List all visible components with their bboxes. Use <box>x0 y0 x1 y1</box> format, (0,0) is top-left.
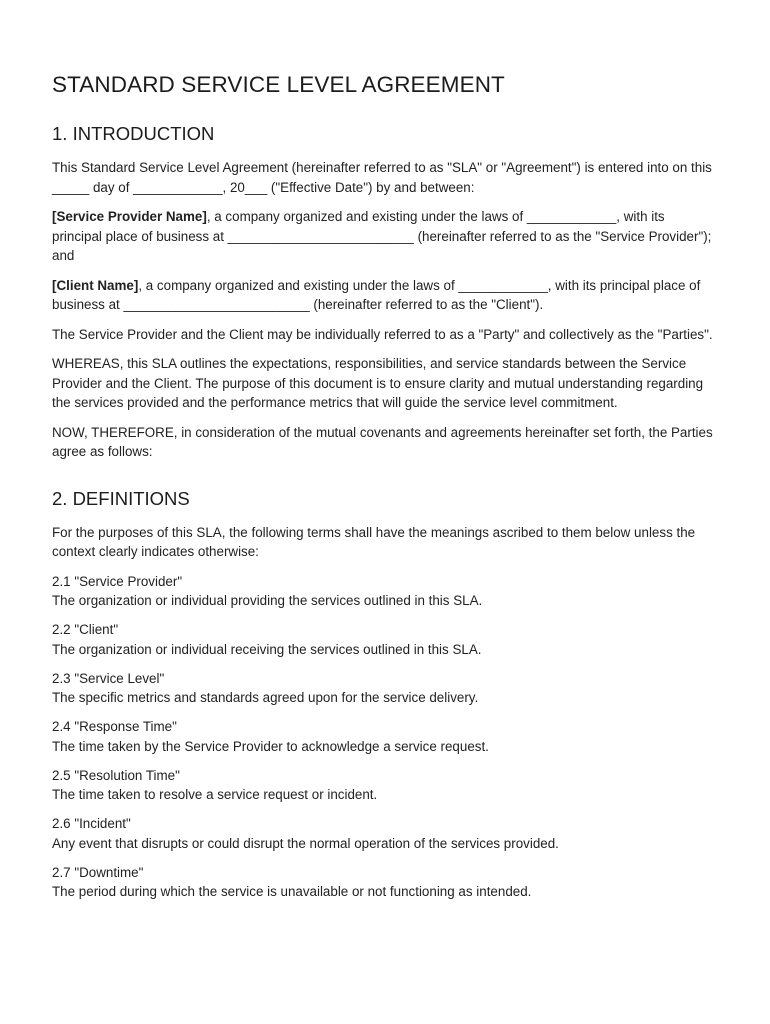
definition-term: 2.3 "Service Level" <box>52 670 165 686</box>
service-provider-paragraph <box>52 207 718 266</box>
definition-term: 2.2 "Client" <box>52 622 119 637</box>
definition-description: Any event that disrupts or could disrupt the normal operation of the services provided. <box>52 835 559 851</box>
whereas-paragraph: WHEREAS, this SLA outlines the expectations, responsibilities, and service standards between the Service Provider and the Client. The purpose of this document is to ensure clarity and mutual understanding regarding the services provided and the performance metrics that will guide the service level commitment. <box>52 356 704 410</box>
definition-description: The organization or individual receiving the services outlined in this SLA. <box>52 641 482 657</box>
definition-term: 2.1 "Service Provider" <box>52 573 183 589</box>
definition-item <box>52 717 718 756</box>
client-paragraph <box>52 276 718 315</box>
service-provider-text: , a company organized and existing under the laws of ____________, with its principal place of business at _________________________ (hereinafter referred to as the "Service Provider"); and <box>52 209 712 263</box>
definition-description: The specific metrics and standards agreed upon for the service delivery. <box>52 690 479 705</box>
definition-item <box>52 814 718 853</box>
client-name: [Client Name] <box>52 277 139 293</box>
intro-paragraph: This Standard Service Level Agreement (hereinafter referred to as "SLA" or "Agreement") is entered into on this _____ day of ____________, 20___ ("Effective Date") by and between: <box>52 160 712 195</box>
client-text: , a company organized and existing under the laws of ____________, with its principal place of business at _________________________ (hereinafter referred to as the "Client"). <box>52 277 701 312</box>
section-heading-introduction: 1. INTRODUCTION <box>52 123 215 144</box>
definition-description: The organization or individual providing the services outlined in this SLA. <box>52 593 483 608</box>
definition-item <box>52 572 718 611</box>
definition-description: The period during which the service is unavailable or not functioning as intended. <box>52 884 532 899</box>
definition-item <box>52 620 718 659</box>
definition-term: 2.4 "Response Time" <box>52 719 177 734</box>
section-heading-definitions: 2. DEFINITIONS <box>52 487 190 509</box>
definitions-intro: For the purposes of this SLA, the following terms shall have the meanings ascribed to them below unless the context clearly indicates otherwise: <box>52 524 696 559</box>
definition-description: The time taken to resolve a service request or incident. <box>52 787 378 802</box>
parties-paragraph: The Service Provider and the Client may be individually referred to as a "Party" and collectively as the "Parties". <box>52 326 713 342</box>
service-provider-name: [Service Provider Name] <box>52 209 207 224</box>
definition-item <box>52 863 718 902</box>
now-therefore-paragraph: NOW, THEREFORE, in consideration of the mutual covenants and agreements hereinafter set forth, the Parties agree as follows: <box>52 424 713 459</box>
definition-term: 2.6 "Incident" <box>52 816 131 831</box>
definition-description: The time taken by the Service Provider to acknowledge a service request. <box>52 738 489 754</box>
document-title: STANDARD SERVICE LEVEL AGREEMENT <box>52 72 505 97</box>
definition-item <box>52 766 718 805</box>
definition-term: 2.5 "Resolution Time" <box>52 767 180 783</box>
definition-term: 2.7 "Downtime" <box>52 864 144 880</box>
definition-item <box>52 669 718 708</box>
